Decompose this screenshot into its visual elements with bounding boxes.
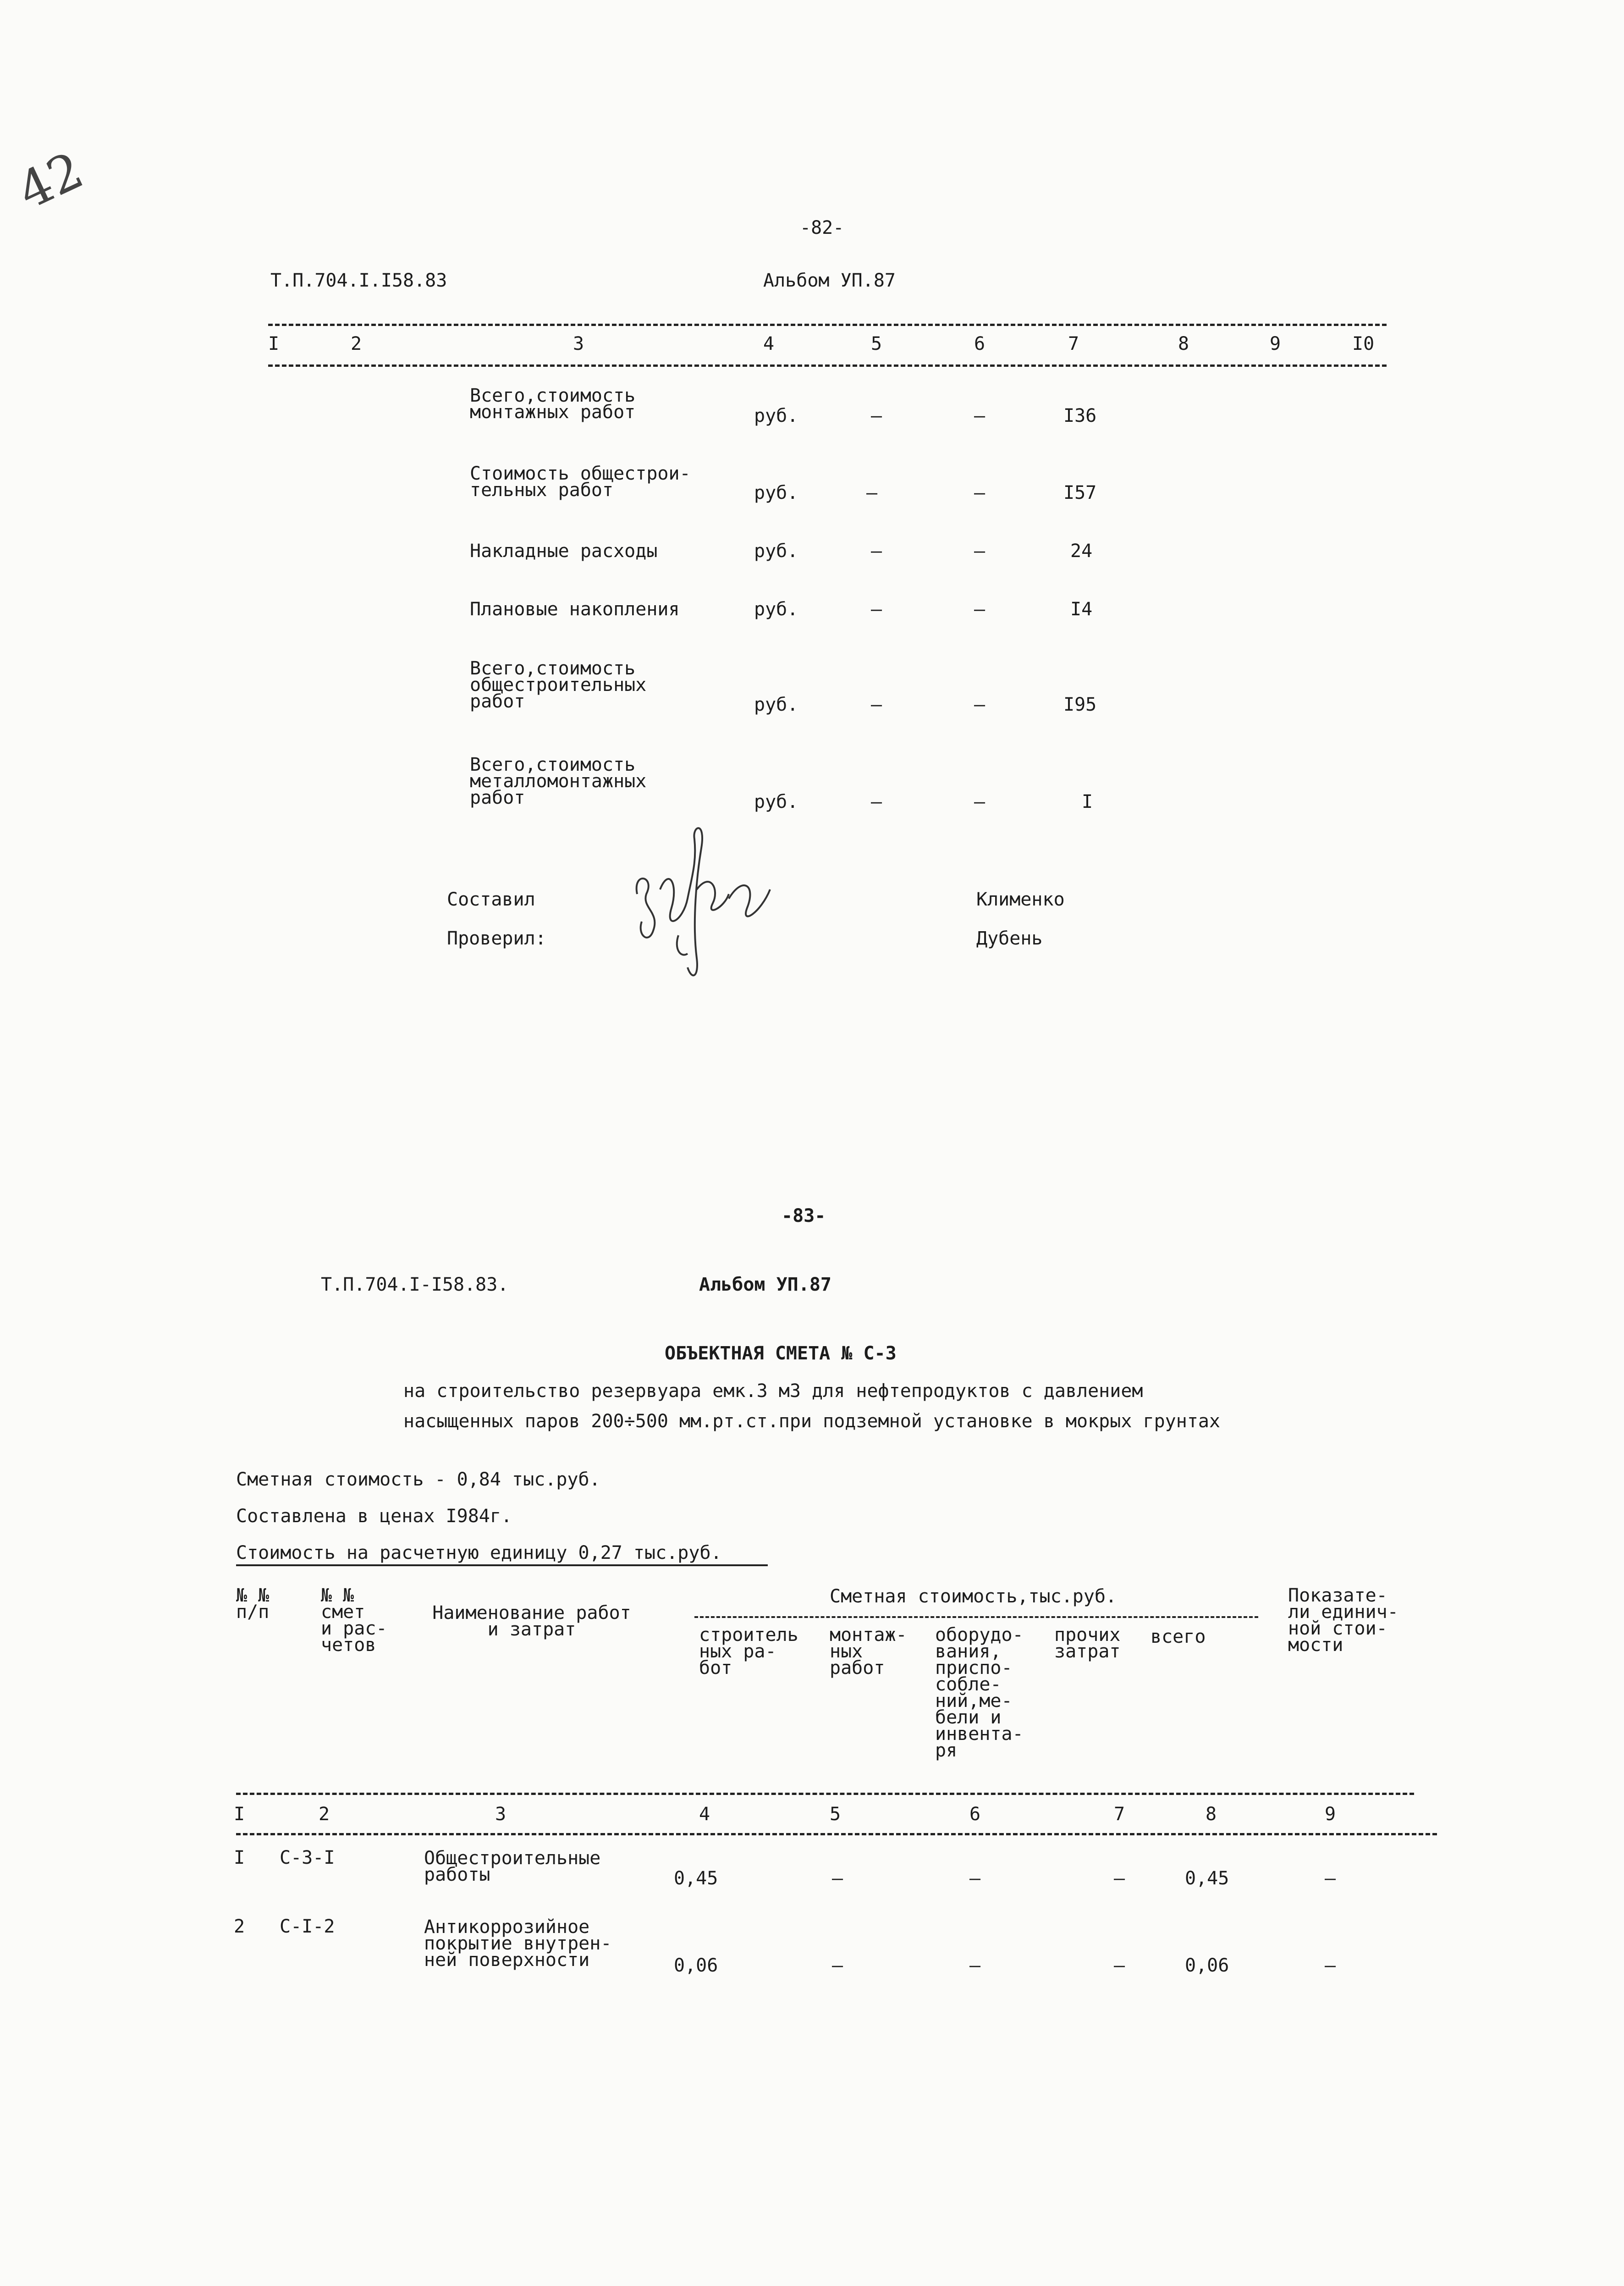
header-total: всего — [1151, 1626, 1206, 1647]
row-total: 0,06 — [1185, 1955, 1229, 1976]
row-name: Всего,стоимость металломонтажных работ — [470, 754, 647, 808]
col-number: 6 — [969, 1804, 981, 1825]
row-col7: I36 — [1063, 405, 1097, 426]
row-col5: – — [871, 541, 882, 562]
row-equipment: – — [969, 1955, 981, 1976]
header-item-number: № № п/п — [236, 1585, 270, 1623]
row-construction: 0,45 — [674, 1868, 718, 1889]
row-col6: – — [974, 791, 985, 812]
row-works-name: Общестроительные работы — [424, 1848, 601, 1885]
row-name: Стоимость общестрои- тельных работ — [470, 463, 691, 501]
row-total: 0,45 — [1185, 1868, 1229, 1889]
row-col6: – — [974, 405, 985, 426]
col-number: 4 — [763, 333, 775, 354]
row-estimate-code: С-I-2 — [280, 1916, 335, 1937]
col-number: 4 — [699, 1804, 710, 1825]
row-works-name: Антикоррозийное покрытие внутрен- ней поверхности — [424, 1916, 612, 1971]
row-unit: руб. — [754, 541, 798, 562]
row-col7: I4 — [1070, 599, 1093, 620]
header-unit-cost-indicators: Показате- ли единич- ной стои- мости — [1288, 1585, 1398, 1656]
composed-name: Клименко — [976, 889, 1065, 910]
row-unit: руб. — [754, 405, 798, 426]
col-number: 9 — [1270, 333, 1281, 354]
unit-cost: Стоимость на расчетную единицу 0,27 тыс.руб. — [236, 1542, 722, 1563]
row-col5: – — [871, 694, 882, 715]
price-basis: Составлена в ценах I984г. — [236, 1506, 512, 1527]
row-unit: руб. — [754, 599, 798, 620]
estimate-subtitle-1: на строительство резервуара емк.3 м3 для нефтепродуктов с давлением — [403, 1380, 1143, 1402]
estimated-cost: Сметная стоимость - 0,84 тыс.руб. — [236, 1469, 600, 1490]
column-number-bottom-rule — [236, 1833, 1437, 1835]
row-col5: – — [871, 791, 882, 812]
row-col6: – — [974, 599, 985, 620]
row-col5: – — [866, 482, 878, 503]
row-unit: руб. — [754, 482, 798, 503]
page-number-83: -83- — [782, 1205, 826, 1226]
checked-name: Дубень — [976, 928, 1043, 949]
row-col7: I — [1082, 791, 1093, 812]
row-installation: – — [832, 1955, 843, 1976]
table-header-bottom-rule — [236, 1793, 1414, 1795]
col-number: 2 — [319, 1804, 330, 1825]
table-header-rule-82 — [268, 364, 1387, 367]
col-number: 3 — [495, 1804, 506, 1825]
header-other-costs: прочих затрат — [1054, 1624, 1121, 1662]
row-installation: – — [832, 1868, 843, 1889]
composed-label: Составил — [447, 889, 535, 910]
row-equipment: – — [969, 1868, 981, 1889]
col-number: I0 — [1352, 333, 1375, 354]
document-code-82: Т.П.704.I.I58.83 — [270, 270, 447, 291]
col-number: 8 — [1206, 1804, 1217, 1825]
row-col6: – — [974, 541, 985, 562]
row-estimate-code: С-3-I — [280, 1847, 335, 1868]
table-top-rule-82 — [268, 324, 1387, 326]
row-col7: I57 — [1063, 482, 1097, 503]
header-installation: монтаж- ных работ — [830, 1624, 907, 1679]
document-code-83: Т.П.704.I-I58.83. — [321, 1274, 509, 1295]
row-name: Всего,стоимость общестроительных работ — [470, 658, 647, 712]
row-name: Накладные расходы — [470, 541, 658, 562]
row-col5: – — [871, 405, 882, 426]
page-number-82: -82- — [800, 217, 844, 238]
row-col6: – — [974, 694, 985, 715]
col-number: 5 — [830, 1804, 841, 1825]
col-number: 7 — [1068, 333, 1079, 354]
row-unit-cost: – — [1325, 1868, 1336, 1889]
header-equipment: оборудо- вания, приспо- собле- ний,ме- бели и инвента- ря — [935, 1624, 1024, 1761]
col-number: 2 — [351, 333, 362, 354]
row-col5: – — [871, 599, 882, 620]
row-other-costs: – — [1114, 1955, 1125, 1976]
row-col7: 24 — [1070, 541, 1093, 562]
col-number: 7 — [1114, 1804, 1125, 1825]
row-col6: – — [974, 482, 985, 503]
row-unit: руб. — [754, 694, 798, 715]
col-number: I — [268, 333, 280, 354]
col-number: 8 — [1178, 333, 1189, 354]
col-number: 5 — [871, 333, 882, 354]
header-group-rule — [694, 1616, 1258, 1618]
unit-cost-underline — [236, 1564, 768, 1566]
header-works-name: Наименование работ и затрат — [432, 1602, 631, 1640]
col-number: I — [234, 1804, 245, 1825]
album-label-82: Альбом УП.87 — [763, 270, 896, 291]
col-number: 3 — [573, 333, 584, 354]
margin-handwritten-number: 42 — [9, 140, 92, 221]
col-number: 6 — [974, 333, 985, 354]
col-number: 9 — [1325, 1804, 1336, 1825]
row-unit-cost: – — [1325, 1955, 1336, 1976]
row-col7: I95 — [1063, 694, 1097, 715]
row-construction: 0,06 — [674, 1955, 718, 1976]
handwritten-signature — [628, 821, 784, 986]
row-other-costs: – — [1114, 1868, 1125, 1889]
header-estimated-cost-group: Сметная стоимость,тыс.руб. — [830, 1586, 1117, 1607]
row-item-number: 2 — [234, 1916, 245, 1937]
row-item-number: I — [234, 1847, 245, 1868]
row-unit: руб. — [754, 791, 798, 812]
row-name: Плановые накопления — [470, 599, 680, 620]
checked-label: Проверил: — [447, 928, 546, 949]
header-estimate-number: № № смет и рас- четов — [321, 1585, 387, 1656]
estimate-title: ОБЪЕКТНАЯ СМЕТА № С-3 — [665, 1343, 897, 1364]
album-label-83: Альбом УП.87 — [699, 1274, 831, 1295]
estimate-subtitle-2: насыщенных паров 200÷500 мм.рт.ст.при подземной установке в мокрых грунтах — [403, 1411, 1221, 1432]
row-name: Всего,стоимость монтажных работ — [470, 385, 636, 423]
header-construction: строитель ных ра- бот — [699, 1624, 798, 1679]
